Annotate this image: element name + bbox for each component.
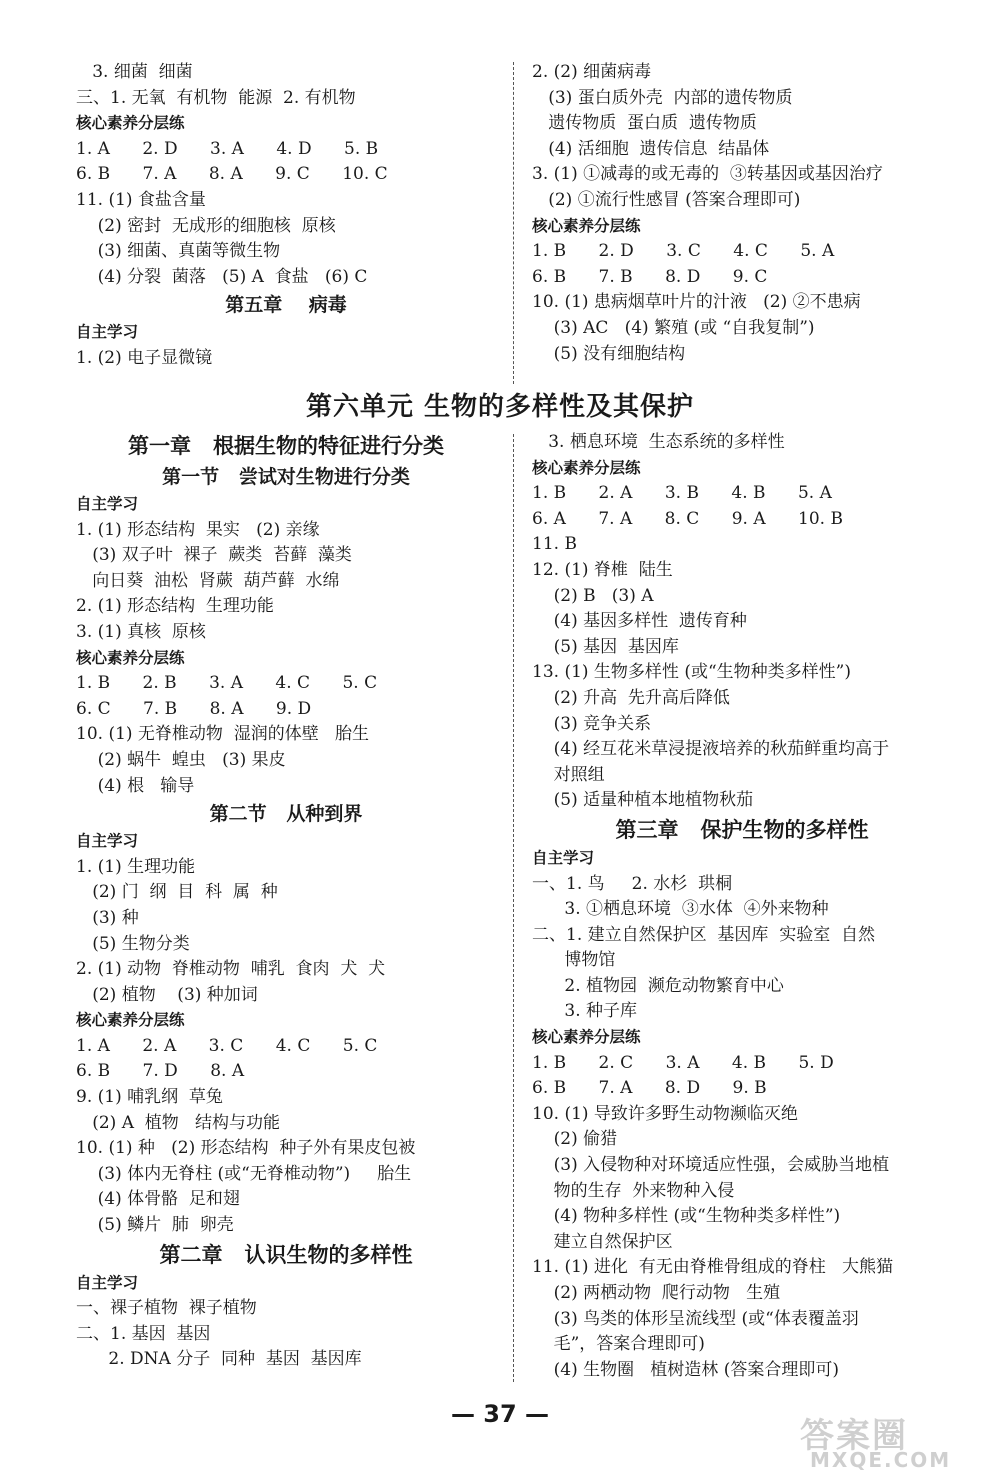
- answer-line: (4) 根 输导: [76, 775, 195, 796]
- answer-line: (2) 偷猎: [532, 1129, 618, 1150]
- answer-line: (4) 基因多样性 遗传育种: [532, 611, 747, 632]
- answer-line: 11. B: [532, 534, 577, 555]
- answer-line: (3) 竞争关系: [532, 713, 652, 734]
- answer-line: 二、1. 建立自然保护区 基因库 实验室 自然: [532, 924, 876, 945]
- answer-line: (2) 两栖动物 爬行动物 生殖: [532, 1283, 781, 1303]
- section-label: 核心素养分层练: [76, 114, 185, 133]
- answer-line: 二、1. 基因 基因: [76, 1323, 211, 1344]
- answer-line: (3) AC (4) 繁殖 (或 “自我复制”): [532, 317, 815, 338]
- answer-line: 毛”，答案合理即可): [532, 1334, 705, 1355]
- answer-line: 9. (1) 哺乳纲 草兔: [76, 1087, 223, 1108]
- answer-line: 10. (1) 患病烟草叶片的汁液 (2) ②不患病: [532, 292, 861, 313]
- column-divider-top: [513, 62, 514, 384]
- top-right-column: [532, 60, 952, 367]
- unit-title: 第六单元 生物的多样性及其保护: [305, 392, 695, 422]
- answer-line: (2) B (3) A: [532, 585, 654, 606]
- answer-line: 1. (1) 生理功能: [76, 856, 196, 877]
- answer-line: 3. (1) ①减毒的或无毒的 ③转基因或基因治疗: [532, 164, 883, 185]
- answer-line: (2) 升高 先升高后降低: [532, 687, 730, 708]
- answer-line: 3. 栖息环境 生态系统的多样性: [532, 432, 785, 452]
- answer-line: 6. C 7. B 8. A 9. D: [76, 698, 312, 719]
- chapter-heading: 第一章 根据生物的特征进行分类: [128, 434, 444, 458]
- answer-line: (3) 蛋白质外壳 内部的遗传物质: [532, 87, 793, 108]
- page-number: — 37 —: [450, 1400, 550, 1428]
- answer-line: 1. B 2. A 3. B 4. B 5. A: [532, 483, 832, 504]
- answer-line: (4) 经互花米草浸提液培养的秋茄鲜重均高于: [532, 739, 890, 760]
- answer-line: (4) 生物圈 植树造林 (答案合理即可): [532, 1359, 839, 1380]
- answer-line: 11. (1) 进化 有无由脊椎骨组成的脊柱 大熊猫: [532, 1257, 893, 1278]
- answer-line: 2. (1) 动物 脊椎动物 哺乳 食肉 犬 犬: [76, 959, 386, 980]
- answer-line: 6. A 7. A 8. C 9. A 10. B: [532, 508, 843, 529]
- watermark-logo: [790, 1408, 990, 1470]
- answer-line: 2. DNA 分子 同种 基因 基因库: [76, 1349, 362, 1370]
- bottom-right-column: [532, 430, 952, 1383]
- answer-line: 3. 种子库: [532, 1001, 638, 1022]
- answer-line: 向日葵 油松 肾蕨 葫芦藓 水绵: [76, 570, 340, 591]
- section-label: 自主学习: [76, 323, 139, 342]
- column-divider-bottom: [513, 434, 514, 1382]
- chapter-heading: 第二章 认识生物的多样性: [159, 1242, 413, 1267]
- answer-line: 10. (1) 无脊椎动物 湿润的体壁 胎生: [76, 724, 369, 745]
- section-label: 自主学习: [76, 832, 139, 851]
- answer-line: 3. 细菌 细菌: [76, 62, 193, 82]
- section-label: 核心素养分层练: [532, 458, 641, 477]
- answer-line: (2) 密封 无成形的细胞核 原核: [76, 215, 336, 236]
- answer-line: (5) 生物分类: [76, 933, 190, 954]
- answer-line: 10. (1) 导致许多野生动物濒临灭绝: [532, 1103, 798, 1124]
- answer-line: 6. B 7. D 8. A: [76, 1061, 245, 1082]
- answer-line: 2. 植物园 濒危动物繁育中心: [532, 975, 784, 996]
- answer-line: 3. (1) 真核 原核: [76, 621, 206, 642]
- answer-line: 1. (2) 电子显微镜: [76, 347, 213, 368]
- answer-line: 6. B 7. A 8. A 9. C 10. C: [76, 164, 388, 185]
- answer-line: 博物馆: [532, 950, 616, 971]
- section-label: 核心素养分层练: [76, 1011, 185, 1030]
- answer-line: (2) 植物 (3) 种加词: [76, 984, 258, 1005]
- answer-line: 2. (1) 形态结构 生理功能: [76, 596, 274, 617]
- answer-line: (4) 体骨骼 足和翅: [76, 1189, 240, 1210]
- answer-line: 1. B 2. D 3. C 4. C 5. A: [532, 241, 835, 262]
- answer-line: 建立自然保护区: [532, 1231, 673, 1252]
- answer-line: 10. (1) 种 (2) 形态结构 种子外有果皮包被: [76, 1138, 416, 1159]
- answer-line: (4) 活细胞 遗传信息 结晶体: [532, 138, 770, 159]
- answer-line: 3. ①栖息环境 ③水体 ④外来物种: [532, 899, 829, 920]
- section-label: 核心素养分层练: [76, 648, 185, 667]
- answer-line: (5) 没有细胞结构: [532, 343, 686, 364]
- answer-line: 三、1. 无氧 有机物 能源 2. 有机物: [76, 87, 356, 108]
- answer-line: (5) 适量种植本地植物秋茄: [532, 790, 754, 811]
- answer-line: (5) 鳞片 肺 卵壳: [76, 1215, 234, 1236]
- section-label: 自主学习: [76, 495, 139, 513]
- section-heading: 第五章 病毒: [225, 294, 347, 317]
- answer-line: 1. A 2. A 3. C 4. C 5. C: [76, 1035, 378, 1056]
- chapter-heading: 第三章 保护生物的多样性: [615, 817, 869, 842]
- answer-line: 11. (1) 食盐含量: [76, 189, 206, 210]
- answer-line: (2) 蜗牛 蝗虫 (3) 果皮: [76, 749, 286, 770]
- section-label: 自主学习: [532, 848, 595, 867]
- answer-line: (3) 入侵物种对环境适应性强，会威胁当地植: [532, 1155, 890, 1176]
- answer-line: 物的生存 外来物种入侵: [532, 1180, 735, 1201]
- answer-line: (3) 双子叶 裸子 蕨类 苔藓 藻类: [76, 545, 352, 566]
- watermark-text-bottom: MXQE.COM: [810, 1448, 952, 1472]
- answer-line: (2) A 植物 结构与功能: [76, 1112, 280, 1133]
- answer-line: 一、1. 鸟 2. 水杉 珙桐: [532, 873, 733, 894]
- answer-line: 1. (1) 形态结构 果实 (2) 亲缘: [76, 519, 320, 540]
- answer-line: (3) 种: [76, 907, 139, 928]
- answer-line: 1. B 2. B 3. A 4. C 5. C: [76, 673, 378, 694]
- answer-line: 2. (2) 细菌病毒: [532, 62, 652, 82]
- section-label: 核心素养分层练: [532, 216, 641, 235]
- answer-line: (3) 鸟类的体形呈流线型 (或“体表覆盖羽: [532, 1308, 859, 1329]
- bottom-left-column: [76, 430, 496, 1373]
- section-heading: 第一节 尝试对生物进行分类: [162, 466, 410, 488]
- answer-line: 一、裸子植物 裸子植物: [76, 1298, 257, 1319]
- watermark-text-top: 答案圈: [800, 1416, 908, 1456]
- answer-line: 12. (1) 脊椎 陆生: [532, 559, 673, 580]
- section-heading: 第二节 从种到界: [209, 803, 363, 826]
- answer-line: 13. (1) 生物多样性 (或“生物种类多样性”): [532, 662, 851, 683]
- top-left-column: [76, 60, 496, 372]
- answer-line: (2) ①流行性感冒 (答案合理即可): [532, 189, 801, 210]
- answer-line: (5) 基因 基因库: [532, 636, 679, 657]
- answer-line: (2) 门 纲 目 科 属 种: [76, 882, 278, 903]
- answer-line: 1. A 2. D 3. A 4. D 5. B: [76, 138, 379, 159]
- answer-line: 遗传物质 蛋白质 遗传物质: [532, 113, 757, 134]
- section-label: 自主学习: [76, 1273, 139, 1292]
- answer-line: 6. B 7. B 8. D 9. C: [532, 266, 768, 287]
- answer-line: 对照组: [532, 764, 605, 785]
- answer-line: (3) 体内无脊柱 (或“无脊椎动物”) 胎生: [76, 1163, 412, 1184]
- answer-line: (4) 物种多样性 (或“生物种类多样性”): [532, 1206, 841, 1227]
- answer-line: (3) 细菌、真菌等微生物: [76, 241, 281, 262]
- answer-line: (4) 分裂 菌落 (5) A 食盐 (6) C: [76, 266, 368, 287]
- answer-line: 1. B 2. C 3. A 4. B 5. D: [532, 1052, 834, 1073]
- section-label: 核心素养分层练: [532, 1028, 641, 1047]
- answer-line: 6. B 7. A 8. D 9. B: [532, 1078, 767, 1099]
